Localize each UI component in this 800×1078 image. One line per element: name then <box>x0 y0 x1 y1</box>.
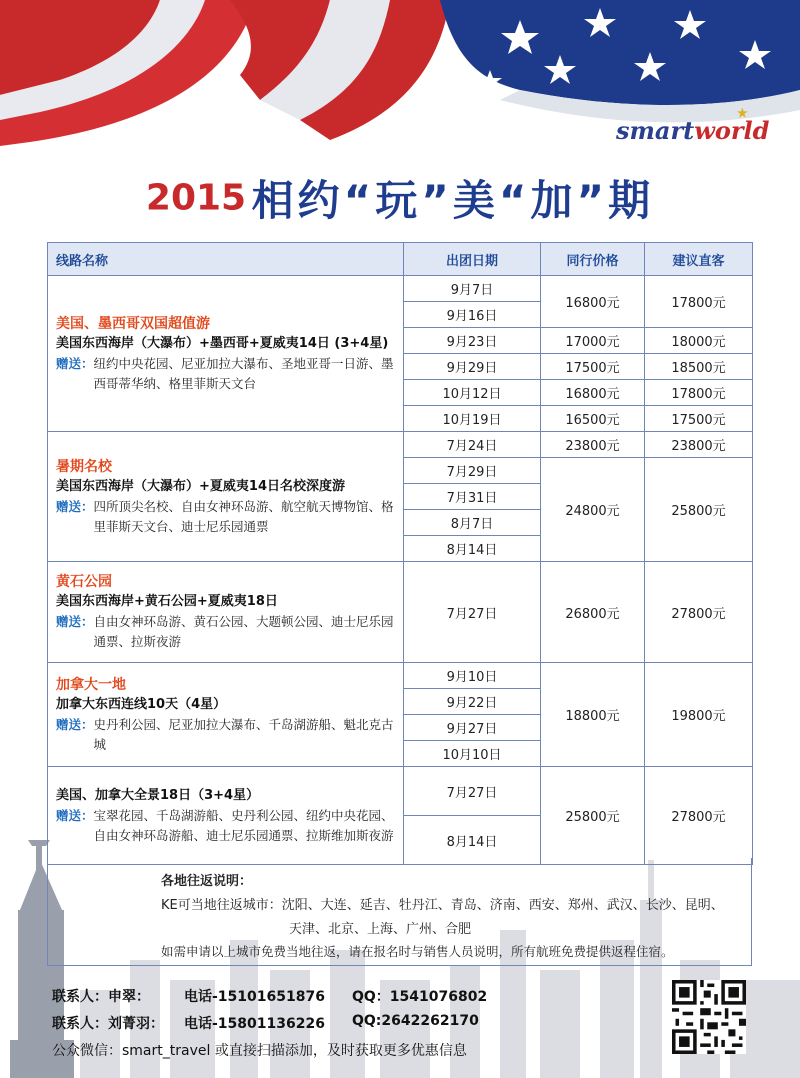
contact-qq: QQ:2642262170 <box>352 1013 479 1029</box>
departure-date: 10月10日 <box>404 741 541 767</box>
contact-qq: QQ：1541076802 <box>352 989 488 1005</box>
star-icon: ★ <box>737 106 748 120</box>
route-title: 美国东西海岸（大瀑布）+墨西哥+夏威夷14日 (3+4星) <box>56 335 389 351</box>
route-gift: 赠送： 史丹利公园、尼亚加拉大瀑布、千岛湖游船、魁北克古城 <box>56 716 394 752</box>
title-text: 相约“玩”美“加”期 <box>251 176 655 225</box>
contact-phone: 电话-15101651876 <box>184 989 325 1005</box>
contact-name: 联系人：刘菁羽： <box>52 1016 164 1032</box>
table-row <box>48 767 753 816</box>
trade-price: 23800元 <box>541 432 645 458</box>
departure-date: 7月27日 <box>404 562 541 663</box>
departure-date: 9月7日 <box>404 276 541 302</box>
route-title: 美国东西海岸+黄石公园+夏威夷18日 <box>56 594 278 609</box>
header-departure-date: 出团日期 <box>404 243 541 276</box>
trade-price: 25800元 <box>541 767 645 865</box>
route-title: 美国东西海岸（大瀑布）+夏威夷14日名校深度游 <box>56 478 345 494</box>
trade-price: 17500元 <box>541 354 645 380</box>
route-cell <box>48 562 404 663</box>
trade-price: 18800元 <box>541 663 645 767</box>
route-cell <box>48 767 404 865</box>
header-trade-price: 同行价格 <box>541 243 645 276</box>
departure-date: 9月29日 <box>404 354 541 380</box>
departure-date: 8月14日 <box>404 536 541 562</box>
departure-date: 10月19日 <box>404 406 541 432</box>
departure-date: 7月31日 <box>404 484 541 510</box>
route-gift: 赠送： 宝翠花园、千岛湖游船、史丹利公园、纽约中央花园、自由女神环岛游船、迪士尼乐园通票、拉斯维加斯夜游 <box>56 807 394 843</box>
notes-heading: 各地往返说明： <box>161 874 253 889</box>
retail-price: 19800元 <box>645 663 753 767</box>
route-name: 暑期名校 <box>56 458 112 475</box>
trade-price: 17000元 <box>541 328 645 354</box>
route-cell <box>48 663 404 767</box>
title-year: 2015 <box>145 177 247 219</box>
trade-price: 24800元 <box>541 458 645 562</box>
table-header-row <box>48 243 753 276</box>
retail-price: 17800元 <box>645 380 753 406</box>
qr-code-icon <box>670 980 748 1054</box>
retail-price: 25800元 <box>645 458 753 562</box>
retail-price: 27800元 <box>645 562 753 663</box>
route-cell <box>48 276 404 432</box>
retail-price: 18500元 <box>645 354 753 380</box>
retail-price: 23800元 <box>645 432 753 458</box>
departure-date: 8月7日 <box>404 510 541 536</box>
page-title <box>0 168 800 228</box>
header-route-name: 线路名称 <box>48 243 404 276</box>
trade-price: 26800元 <box>541 562 645 663</box>
departure-date: 7月29日 <box>404 458 541 484</box>
contact-phone: 电话-15801136226 <box>184 1016 325 1032</box>
table-row <box>48 276 753 302</box>
departure-date: 9月10日 <box>404 663 541 689</box>
trade-price: 16500元 <box>541 406 645 432</box>
notes-text: 如需申请以上城市免费当地往返，请在报名时与销售人员说明，所有航班免费提供返程住宿。 <box>161 944 674 959</box>
departure-date: 8月14日 <box>404 816 541 865</box>
route-cell <box>48 432 404 562</box>
route-gift: 赠送： 纽约中央花园、尼亚加拉大瀑布、圣地亚哥一日游、墨西哥蒂华纳、格里菲斯天文台 <box>56 355 394 391</box>
departure-date: 9月27日 <box>404 715 541 741</box>
smartworld-logo: smartworld ★ <box>616 106 770 145</box>
route-name: 美国、墨西哥双国超值游 <box>56 315 210 332</box>
route-name: 黄石公园 <box>56 574 112 590</box>
departure-date: 9月16日 <box>404 302 541 328</box>
table-row <box>48 432 753 458</box>
retail-price: 18000元 <box>645 328 753 354</box>
notes-cities-cont: 天津、北京、上海、广州、合肥 <box>289 922 472 937</box>
retail-price: 27800元 <box>645 767 753 865</box>
return-notes <box>47 858 752 966</box>
trade-price: 16800元 <box>541 380 645 406</box>
header-retail-price: 建议直客 <box>645 243 753 276</box>
retail-price: 17800元 <box>645 276 753 328</box>
trade-price: 16800元 <box>541 276 645 328</box>
departure-date: 7月27日 <box>404 767 541 816</box>
departure-date: 9月22日 <box>404 689 541 715</box>
route-gift: 赠送： 四所顶尖名校、自由女神环岛游、航空航天博物馆、格里菲斯天文台、迪士尼乐园通票 <box>56 498 394 534</box>
route-name: 加拿大一地 <box>56 676 126 693</box>
retail-price: 17500元 <box>645 406 753 432</box>
route-title: 美国、加拿大全景18日（3+4星） <box>56 787 260 803</box>
table-row <box>48 663 753 689</box>
table-row <box>48 562 753 663</box>
route-gift: 赠送： 自由女神环岛游、黄石公园、大题顿公园、迪士尼乐园通票、拉斯夜游 <box>56 614 394 649</box>
contact-name: 联系人：申翠： <box>52 989 150 1005</box>
routes-table <box>47 242 753 865</box>
departure-date: 9月23日 <box>404 328 541 354</box>
route-title: 加拿大东西连线10天（4星） <box>56 696 227 712</box>
departure-date: 10月12日 <box>404 380 541 406</box>
notes-cities: KE可当地往返城市：沈阳、大连、延吉、牡丹江、青岛、济南、西安、郑州、武汉、长沙、昆明、 <box>161 898 724 913</box>
departure-date: 7月24日 <box>404 432 541 458</box>
